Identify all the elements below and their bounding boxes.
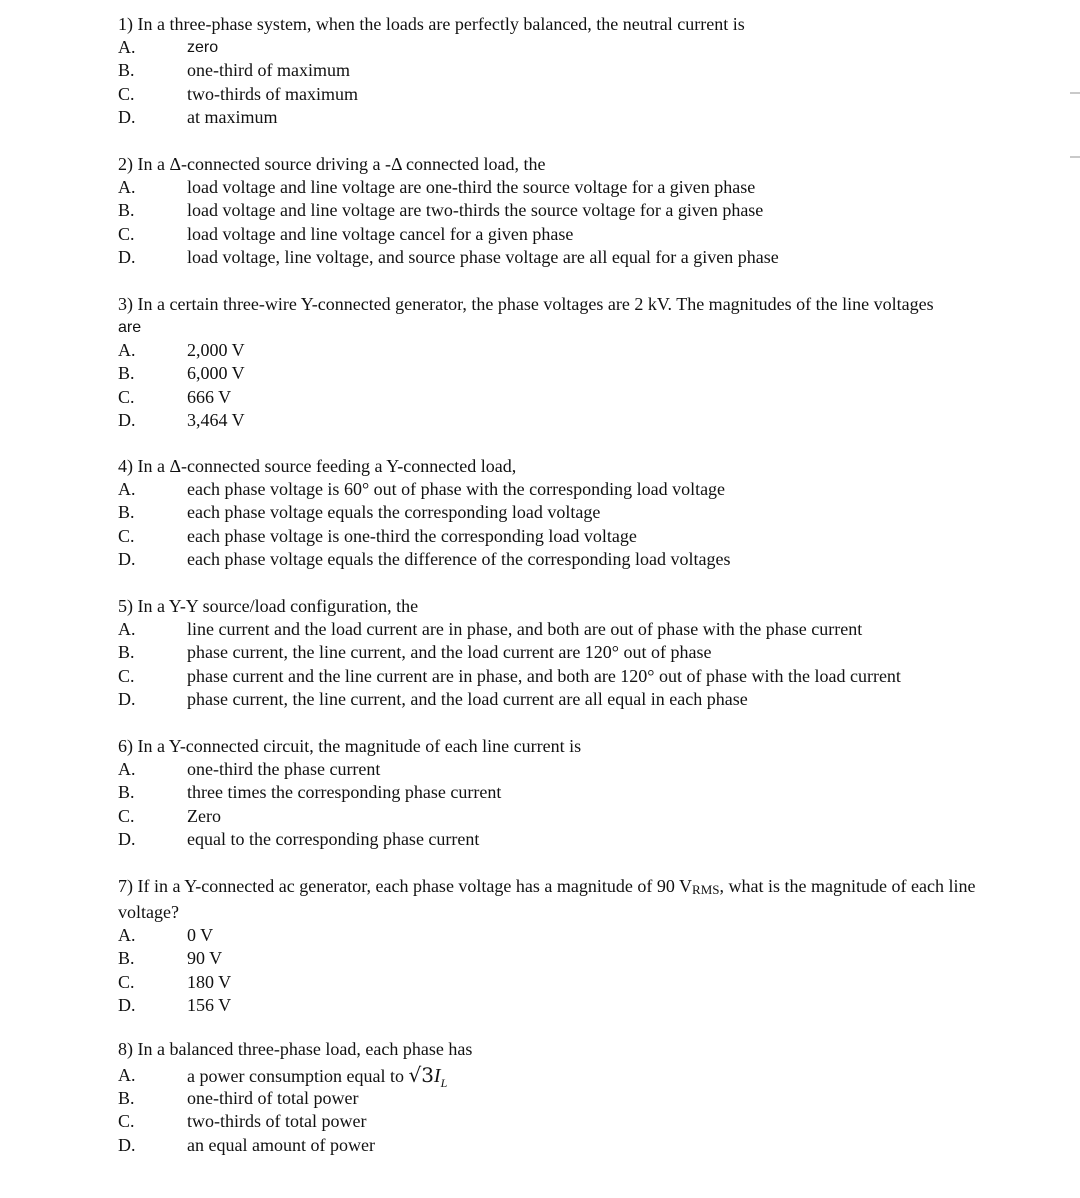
option-letter: D. — [118, 994, 136, 1015]
option-b[interactable] — [118, 362, 1020, 385]
option-letter: C. — [118, 805, 135, 826]
option-letter: A. — [118, 759, 136, 779]
option-b[interactable] — [118, 501, 1020, 524]
question-stem: 5) In a Y-Y source/load configuration, the — [118, 596, 419, 616]
option-text: three times the corresponding phase current — [187, 782, 502, 803]
option-a[interactable] — [118, 758, 1020, 781]
option-text: one-third the phase current — [187, 759, 381, 779]
question-5 — [118, 595, 1020, 711]
question-3 — [118, 293, 1020, 432]
question-7 — [118, 875, 1020, 1017]
option-text: 3,464 V — [187, 409, 245, 430]
option-letter: B. — [118, 642, 135, 663]
question-stem-continuation: are — [118, 319, 142, 336]
option-c[interactable] — [118, 971, 1020, 994]
option-letter: B. — [118, 782, 135, 803]
option-letter: A. — [118, 925, 136, 945]
option-b[interactable] — [118, 947, 1020, 970]
option-a[interactable] — [118, 478, 1020, 501]
option-letter: C. — [118, 971, 135, 992]
option-text: load voltage and line voltage are two-thirds the source voltage for a given phase — [187, 200, 764, 221]
option-c[interactable] — [118, 386, 1020, 409]
question-8 — [118, 1038, 1020, 1157]
option-letter: D. — [118, 828, 136, 849]
option-text: load voltage and line voltage are one-third the source voltage for a given phase — [187, 177, 756, 197]
option-a[interactable] — [118, 924, 1020, 947]
option-a[interactable] — [118, 1061, 1020, 1090]
option-text: equal to the corresponding phase current — [187, 828, 480, 849]
question-stem: 3) In a certain three-wire Y-connected generator, the phase voltages are 2 kV. The magnitudes of the line voltages — [118, 294, 934, 314]
option-letter: C. — [118, 386, 135, 407]
option-text: 6,000 V — [187, 363, 245, 384]
option-letter: C. — [118, 525, 135, 546]
option-b[interactable] — [118, 1087, 1020, 1110]
option-d[interactable] — [118, 828, 1020, 851]
option-text: 90 V — [187, 948, 223, 969]
option-letter: B. — [118, 502, 135, 523]
question-1 — [118, 13, 1020, 129]
option-letter: A. — [118, 37, 136, 57]
option-c[interactable] — [118, 1110, 1020, 1133]
option-letter: D. — [118, 548, 136, 569]
option-text: load voltage and line voltage cancel for a given phase — [187, 223, 574, 244]
option-c[interactable] — [118, 83, 1020, 106]
option-letter: D. — [118, 246, 136, 267]
option-text: 180 V — [187, 971, 232, 992]
option-text: each phase voltage is 60° out of phase with the corresponding load voltage — [187, 479, 726, 499]
option-letter: D. — [118, 1134, 136, 1155]
option-b[interactable] — [118, 641, 1020, 664]
option-letter: C. — [118, 1111, 135, 1132]
option-letter: A. — [118, 177, 136, 197]
option-letter: D. — [118, 409, 136, 430]
option-text: 666 V — [187, 386, 232, 407]
question-2 — [118, 153, 1020, 269]
option-letter: B. — [118, 948, 135, 969]
option-text: each phase voltage equals the difference of the corresponding load voltages — [187, 548, 731, 569]
option-text: phase current and the line current are in phase, and both are 120° out of phase with the load current — [187, 665, 901, 686]
option-text: one-third of maximum — [187, 60, 350, 81]
current-variable — [433, 1065, 448, 1090]
question-stem-text-end: , what is the magnitude of each line voltage? — [118, 876, 976, 922]
option-d[interactable] — [118, 246, 1020, 269]
option-text: load voltage, line voltage, and source phase voltage are all equal for a given phase — [187, 246, 779, 267]
question-stem: 8) In a balanced three-phase load, each phase has — [118, 1039, 473, 1059]
option-a[interactable] — [118, 339, 1020, 362]
option-letter: A. — [118, 340, 136, 360]
option-text-prefix: a power consumption equal to — [187, 1066, 409, 1086]
question-4 — [118, 455, 1020, 571]
option-b[interactable] — [118, 781, 1020, 804]
option-letter: B. — [118, 60, 135, 81]
option-d[interactable] — [118, 106, 1020, 129]
option-d[interactable] — [118, 1134, 1020, 1157]
option-text: two-thirds of maximum — [187, 83, 358, 104]
option-a[interactable] — [118, 36, 1020, 59]
question-6 — [118, 735, 1020, 851]
option-letter: B. — [118, 1088, 135, 1108]
option-text: line current and the load current are in phase, and both are out of phase with the phase current — [187, 619, 863, 639]
option-d[interactable] — [118, 688, 1020, 711]
option-letter: B. — [118, 200, 135, 221]
option-letter: A. — [118, 1065, 136, 1085]
option-d[interactable] — [118, 548, 1020, 571]
option-d[interactable] — [118, 409, 1020, 432]
option-letter: B. — [118, 363, 135, 384]
question-stem: 1) In a three-phase system, when the loads are perfectly balanced, the neutral current is — [118, 14, 745, 34]
option-text: an equal amount of power — [187, 1134, 375, 1155]
option-text: phase current, the line current, and the load current are all equal in each phase — [187, 688, 748, 709]
option-text: zero — [187, 39, 219, 56]
option-c[interactable] — [118, 805, 1020, 828]
option-text: 156 V — [187, 994, 232, 1015]
option-text: each phase voltage equals the corresponding load voltage — [187, 502, 601, 523]
option-b[interactable] — [118, 59, 1020, 82]
option-text: one-third of total power — [187, 1088, 359, 1108]
option-text: each phase voltage is one-third the corresponding load voltage — [187, 525, 637, 546]
scroll-edge-decoration — [1070, 92, 1080, 158]
option-text: at maximum — [187, 106, 278, 127]
option-letter: C. — [118, 665, 135, 686]
current-subscript: L — [440, 1076, 448, 1090]
option-letter: C. — [118, 223, 135, 244]
option-text: 2,000 V — [187, 340, 245, 360]
option-text: two-thirds of total power — [187, 1111, 367, 1132]
option-letter: C. — [118, 83, 135, 104]
question-stem: 4) In a Δ-connected source feeding a Y-connected load, — [118, 456, 517, 476]
option-c[interactable] — [118, 665, 1020, 688]
option-letter: A. — [118, 619, 136, 639]
option-text: phase current, the line current, and the load current are 120° out of phase — [187, 642, 712, 663]
option-letter: D. — [118, 106, 136, 127]
current-symbol: I — [433, 1065, 441, 1087]
option-letter: A. — [118, 479, 136, 499]
question-stem: 2) In a Δ-connected source driving a -Δ connected load, the — [118, 154, 546, 174]
question-stem — [118, 875, 1018, 924]
rms-subscript: RMS — [692, 882, 720, 897]
option-c[interactable] — [118, 223, 1020, 246]
question-stem: 6) In a Y-connected circuit, the magnitude of each line current is — [118, 736, 582, 756]
option-letter: D. — [118, 688, 136, 709]
question-stem-text: 7) If in a Y-connected ac generator, each phase voltage has a magnitude of 90 V — [118, 876, 693, 896]
option-a[interactable] — [118, 176, 1020, 199]
option-b[interactable] — [118, 199, 1020, 222]
sqrt-symbol: √3 — [408, 1063, 434, 1087]
option-d[interactable] — [118, 994, 1020, 1017]
option-text: Zero — [187, 805, 221, 826]
option-a[interactable] — [118, 618, 1020, 641]
option-c[interactable] — [118, 525, 1020, 548]
option-text: 0 V — [187, 925, 214, 945]
